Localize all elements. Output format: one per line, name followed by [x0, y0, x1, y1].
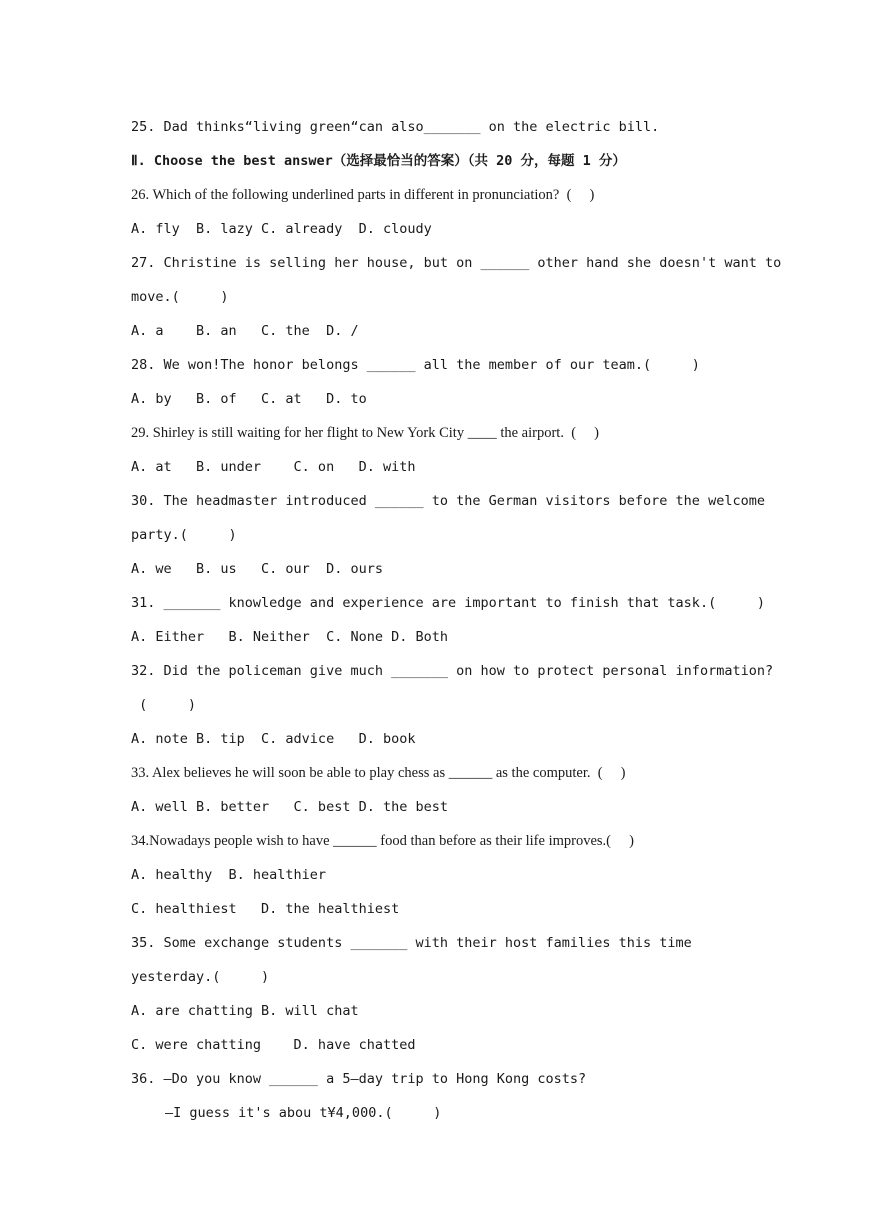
- question-28: 28. We won!The honor belongs ______ all the member of our team.( ): [131, 357, 700, 373]
- question-30: 30. The headmaster introduced ______ to the German visitors before the welcome: [131, 493, 765, 509]
- question-35-options-b: C. were chatting D. have chatted: [131, 1037, 416, 1053]
- question-34: 34.Nowadays people wish to have ______ food than before as their life improves.( ): [131, 833, 634, 849]
- question-29: 29. Shirley is still waiting for her flight to New York City ____ the airport. ( ): [131, 425, 599, 441]
- question-27-options: A. a B. an C. the D. /: [131, 323, 359, 339]
- question-32-cont: ( ): [131, 697, 197, 713]
- question-33: 33. Alex believes he will soon be able to play chess as ______ as the computer. ( ): [131, 765, 626, 781]
- question-30-options: A. we B. us C. our D. ours: [131, 561, 383, 577]
- question-26-options: A. fly B. lazy C. already D. cloudy: [131, 221, 432, 237]
- question-32: 32. Did the policeman give much _______ on how to protect personal information?: [131, 663, 774, 679]
- question-28-options: A. by B. of C. at D. to: [131, 391, 367, 407]
- question-36: 36. –Do you know ______ a 5–day trip to Hong Kong costs?: [131, 1071, 587, 1087]
- question-35: 35. Some exchange students _______ with their host families this time: [131, 935, 692, 951]
- question-34-options-b: C. healthiest D. the healthiest: [131, 901, 400, 917]
- question-25: 25. Dad thinks“living green“can also_______ on the electric bill.: [131, 119, 660, 135]
- question-31-options: A. Either B. Neither C. None D. Both: [131, 629, 448, 645]
- section-heading: Ⅱ. Choose the best answer（选择最恰当的答案）（共 20 分，每题 1 分）: [131, 153, 626, 169]
- question-27: 27. Christine is selling her house, but on ______ other hand she doesn't want to: [131, 255, 782, 271]
- document-page: [131, 110, 782, 1130]
- question-36-answer: –I guess it's abou t¥4,000.( ): [165, 1105, 442, 1121]
- question-30-cont: party.( ): [131, 527, 237, 543]
- question-26: 26. Which of the following underlined parts in different in pronunciation? ( ): [131, 187, 595, 203]
- question-35-cont: yesterday.( ): [131, 969, 270, 985]
- question-29-options: A. at B. under C. on D. with: [131, 459, 416, 475]
- question-32-options: A. note B. tip C. advice D. book: [131, 731, 416, 747]
- question-31: 31. _______ knowledge and experience are important to finish that task.( ): [131, 595, 765, 611]
- question-27-cont: move.( ): [131, 289, 229, 305]
- question-35-options-a: A. are chatting B. will chat: [131, 1003, 359, 1019]
- question-33-options: A. well B. better C. best D. the best: [131, 799, 448, 815]
- question-34-options-a: A. healthy B. healthier: [131, 867, 327, 883]
